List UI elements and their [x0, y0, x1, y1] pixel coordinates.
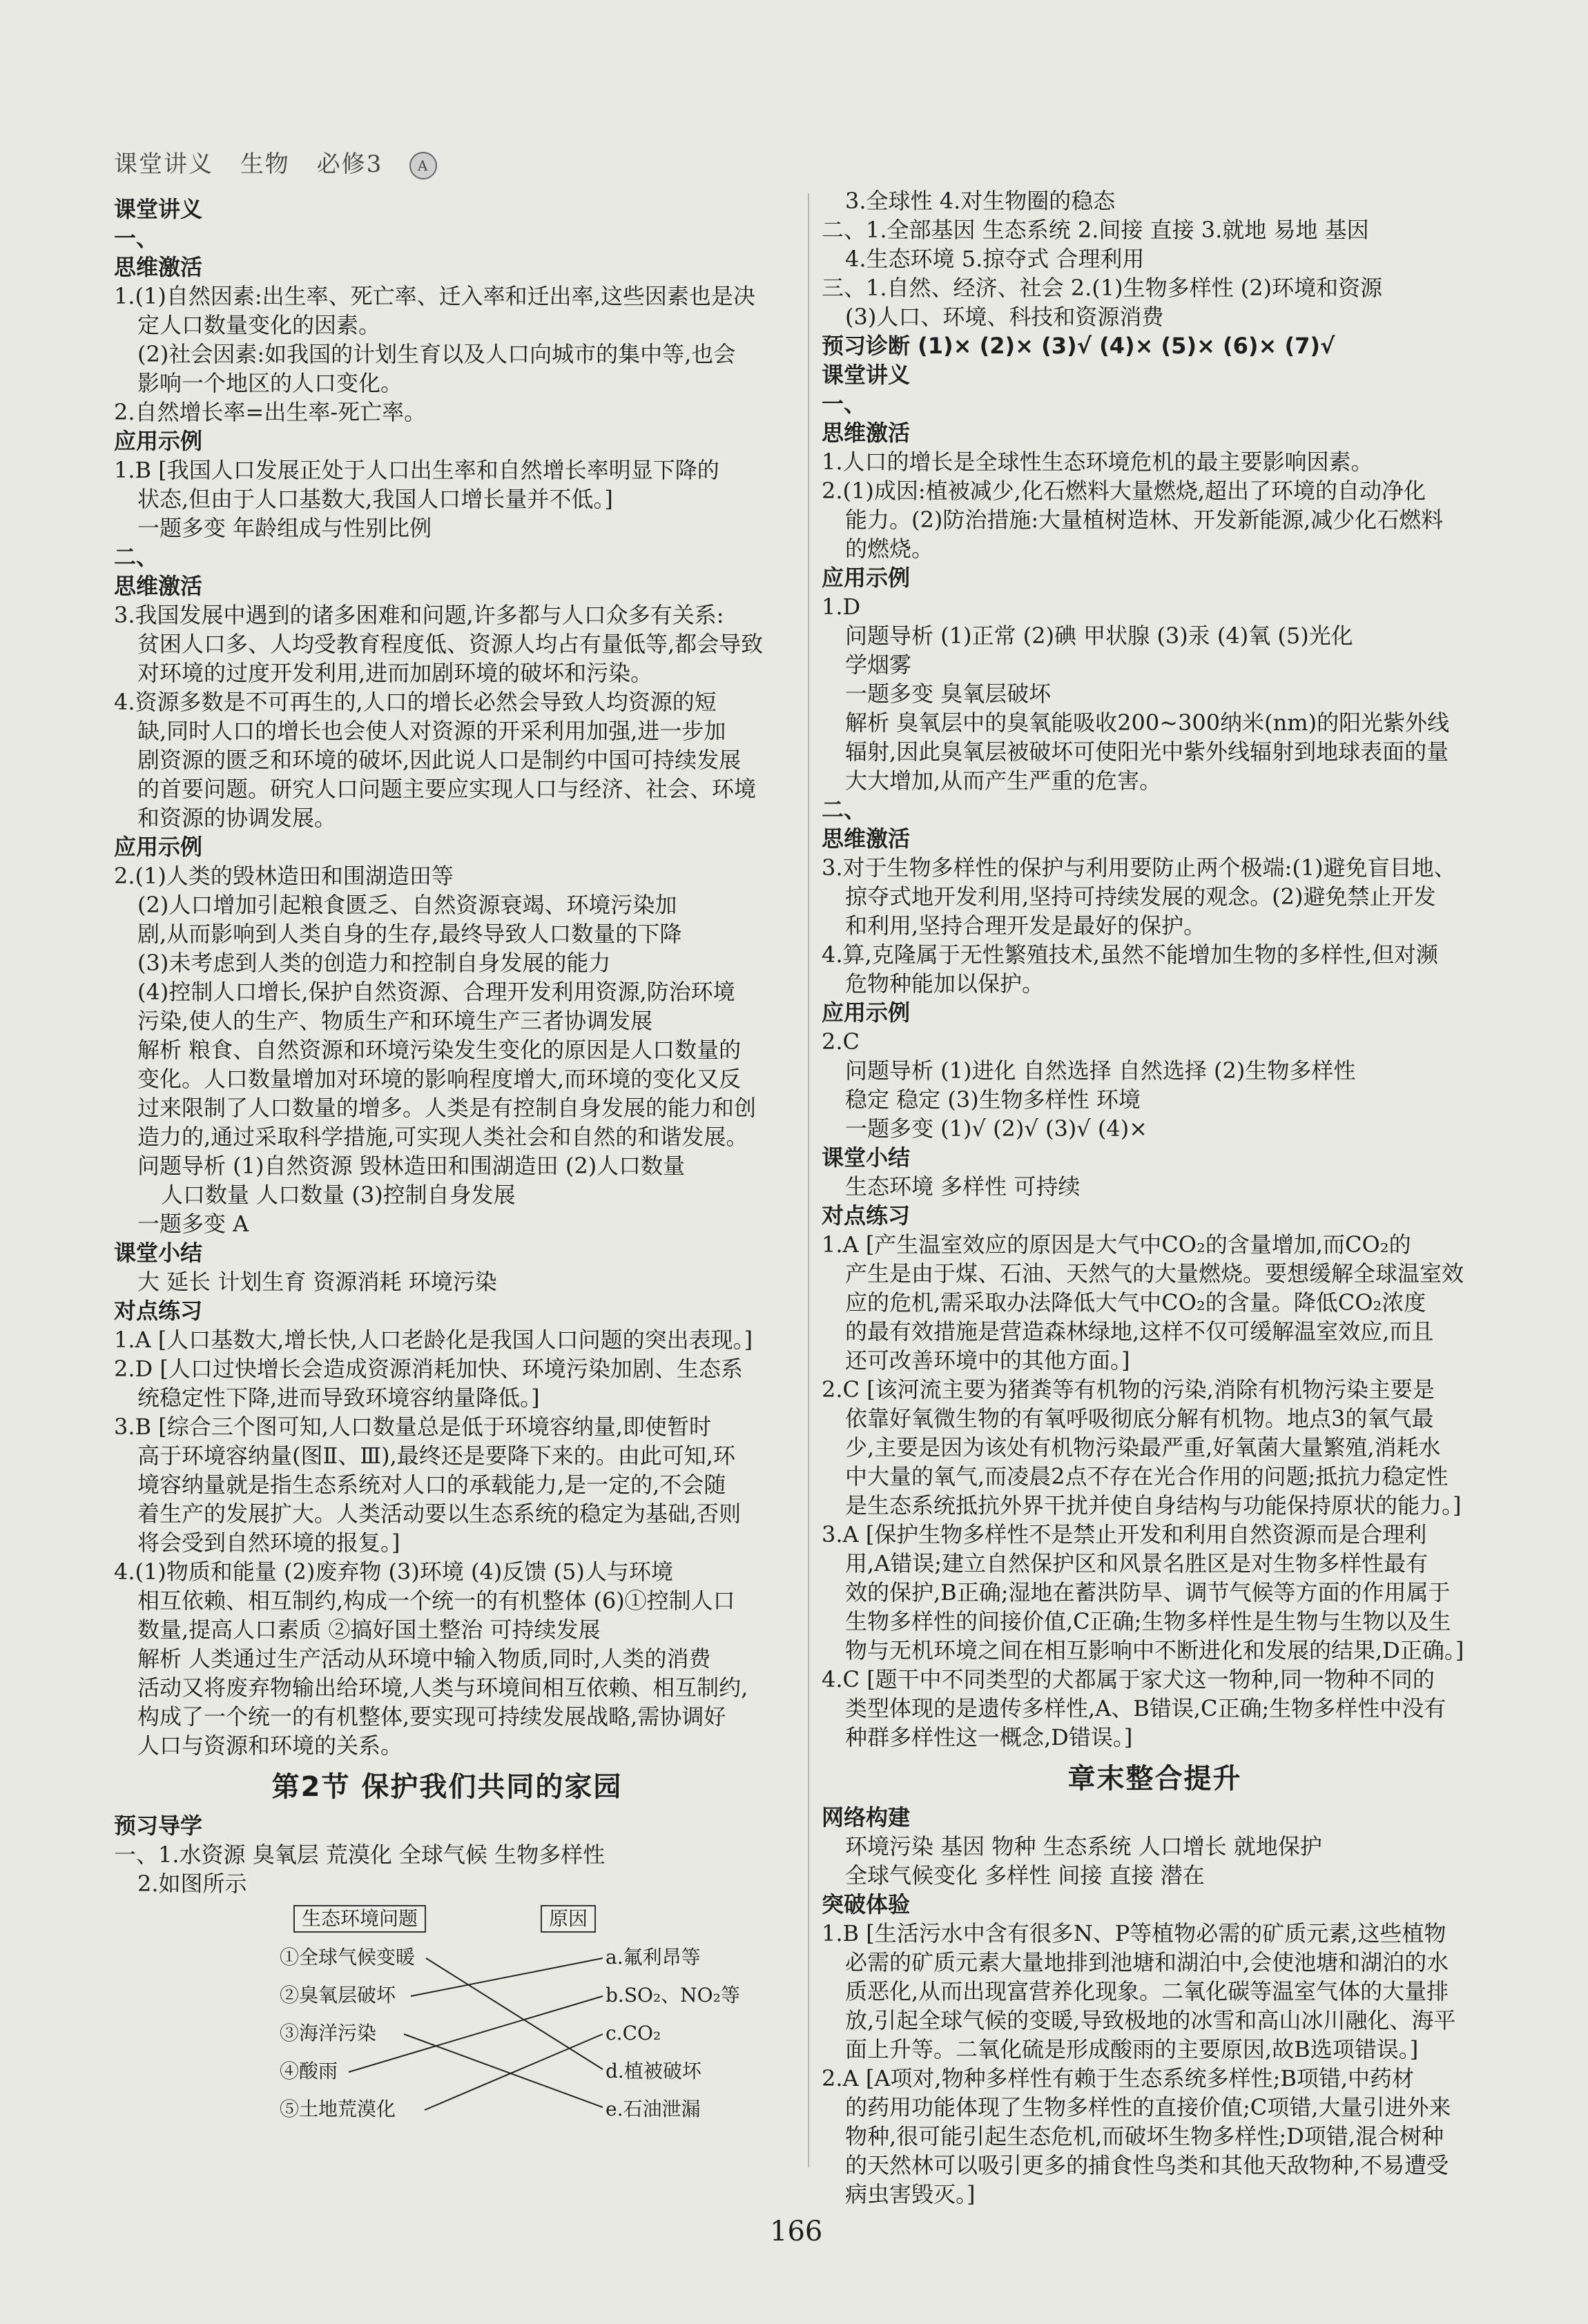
text-line: 的最有效措施是营造森林绿地,这样不仅可缓解温室效应,而且 [845, 1318, 1434, 1345]
text-line: 2.C [该河流主要为猪粪等有机物的污染,消除有机物污染主要是 [822, 1376, 1435, 1403]
text-line: 剧资源的匮乏和环境的破坏,因此说人口是制约中国可持续发展 [137, 747, 742, 773]
problems-header: 生态环境问题 [293, 1905, 426, 1933]
section-heading: 思维激活 [822, 420, 911, 446]
text-line: 问题导析 (1)正常 (2)碘 甲状腺 (3)汞 (4)氧 (5)光化 [845, 623, 1353, 649]
right-answers [822, 186, 1488, 1752]
text-line: 效的保护,B正确;湿地在蓄洪防旱、调节气候等方面的作用属于 [845, 1579, 1451, 1605]
text-line: 病虫害毁灭。] [845, 2181, 976, 2207]
text-line: 类型体现的是遗传多样性,A、B错误,C正确;生物多样性中没有 [845, 1695, 1446, 1721]
text-line: 必需的矿质元素大量地排到池塘和湖泊中,会使池塘和湖泊的水 [845, 1949, 1449, 1975]
text-line: 4.(1)物质和能量 (2)废弃物 (3)环境 (4)反馈 (5)人与环境 [114, 1559, 673, 1585]
section-heading: 一、 [114, 225, 159, 251]
text-line: (4)控制人口增长,保护自然资源、合理开发利用资源,防治环境 [137, 979, 735, 1005]
text-line: (2)社会因素:如我国的计划生育以及人口向城市的集中等,也会 [137, 341, 736, 367]
text-line: 物与无机环境之间在相互影响中不断进化和发展的结果,D正确。] [845, 1637, 1464, 1663]
section-heading: 应用示例 [822, 999, 911, 1026]
text-line: 产生是由于煤、石油、天然气的大量燃烧。要想缓解全球温室效 [845, 1260, 1464, 1287]
text-line: 将会受到自然环境的报复。] [137, 1530, 400, 1556]
header-subject: 生物 [240, 150, 290, 178]
section-heading: 课堂小结 [822, 1144, 911, 1171]
cause-c: c.CO₂ [606, 2022, 661, 2044]
section-heading: 应用示例 [822, 565, 911, 591]
text-line: 能力。(2)防治措施:大量植树造林、开发新能源,减少化石燃料 [845, 507, 1444, 533]
section-heading: 思维激活 [114, 573, 203, 599]
text-line: 3.我国发展中遇到的诸多困难和问题,许多都与人口众多有关系: [114, 602, 724, 628]
text-line: 1.(1)自然因素:出生率、死亡率、迁入率和迁出率,这些因素也是决 [114, 283, 755, 309]
edition-badge-icon: A [409, 152, 437, 179]
text-line: 对环境的过度开发利用,进而加剧环境的破坏和污染。 [137, 660, 653, 686]
text-line: 一题多变 臭氧层破坏 [845, 681, 1052, 707]
section-heading: 一、 [822, 391, 866, 417]
section-heading: 思维激活 [114, 254, 203, 280]
text-line: 大大增加,从而产生严重的危害。 [845, 768, 1162, 794]
text-line: 的燃烧。 [845, 536, 934, 562]
text-line: 生态环境 多样性 可持续 [845, 1173, 1081, 1200]
text-line: 解析 粮食、自然资源和环境污染发生变化的原因是人口数量的 [137, 1037, 742, 1063]
text-line: 和利用,坚持合理开发是最好的保护。 [845, 912, 1206, 939]
text-line: 三、1.自然、经济、社会 2.(1)生物多样性 (2)环境和资源 [822, 275, 1383, 301]
text-line: 2.(1)人类的毁林造田和围湖造田等 [114, 863, 454, 889]
running-header [114, 145, 455, 179]
text-line: 4.资源多数是不可再生的,人口的增长必然会导致人均资源的短 [114, 689, 717, 715]
cause-b: b.SO₂、NO₂等 [606, 1984, 740, 2006]
text-line: 环境污染 基因 物种 生态系统 人口增长 就地保护 [845, 1833, 1322, 1859]
section-heading: 二、 [822, 797, 866, 823]
text-line: 放,引起全球气候的变暖,导致极地的冰雪和高山冰川融化、海平 [845, 2007, 1456, 2033]
text-line: 相互依赖、相互制约,构成一个统一的有机整体 (6)①控制人口 [137, 1588, 735, 1614]
text-line: 人口与资源和环境的关系。 [137, 1732, 403, 1759]
text-line: 掠夺式地开发利用,坚持可持续发展的观念。(2)避免禁止开发 [845, 883, 1436, 910]
text-line: 2.如图所示 [137, 1871, 247, 1897]
text-line: 3.全球性 4.对生物圈的稳态 [845, 188, 1116, 214]
section-heading: 对点练习 [114, 1298, 203, 1324]
text-line: 解析 人类通过生产活动从环境中输入物质,同时,人类的消费 [137, 1646, 711, 1672]
right-column [822, 186, 1488, 2209]
text-line: 1.人口的增长是全球性生态环境危机的最主要影响因素。 [822, 449, 1373, 475]
text-line: 过来限制了人口数量的增多。人类是有控制自身发展的能力和创 [137, 1095, 757, 1121]
chapter-summary-title: 章末整合提升 [1067, 1763, 1242, 1795]
text-line: 变化。人口数量增加对环境的影响程度增大,而环境的变化又反 [137, 1066, 742, 1092]
text-line: 问题导析 (1)自然资源 毁林造田和围湖造田 (2)人口数量 [137, 1153, 686, 1179]
section-heading: 对点练习 [822, 1202, 911, 1229]
text-line: 高于环境容纳量(图Ⅱ、Ⅲ),最终还是要降下来的。由此可知,环 [137, 1443, 735, 1469]
preview-guide [114, 1811, 780, 1898]
text-line: 贫困人口多、人均受教育程度低、资源人均占有量低等,都会导致 [137, 631, 764, 657]
text-line: 2.(1)成因:植被减少,化石燃料大量燃烧,超出了环境的自动净化 [822, 478, 1426, 504]
text-line: 用,A错误;建立自然保护区和风景名胜区是对生物多样性最有 [845, 1550, 1429, 1576]
text-line: 影响一个地区的人口变化。 [137, 370, 403, 396]
text-line: 3.对于生物多样性的保护与利用要防止两个极端:(1)避免盲目地、 [822, 855, 1456, 881]
text-line: 少,主要是因为该处有机物污染最严重,好氧菌大量繁殖,消耗水 [845, 1434, 1441, 1461]
text-line: 1.B [我国人口发展正处于人口出生率和自然增长率明显下降的 [114, 457, 719, 483]
text-line: 物种,很可能引起生态危机,而破坏生物多样性;D项错,混合树种 [845, 2123, 1444, 2149]
section-heading: 二、 [114, 544, 159, 570]
matching-diagram [114, 1905, 780, 2129]
text-line: 2.A [A项对,物种多样性有赖于生态系统多样性;B项错,中药材 [822, 2065, 1415, 2091]
text-line: 缺,同时人口的增长也会使人对资源的开采利用加强,进一步加 [137, 718, 726, 744]
text-line: 辐射,因此臭氧层被破坏可使阳光中紫外线辐射到地球表面的量 [845, 739, 1449, 765]
section-heading: 思维激活 [822, 826, 911, 852]
section-title: 第2节 保护我们共同的家园 [271, 1771, 623, 1803]
header-volume: 必修3 [316, 150, 383, 178]
text-line: 人口数量 人口数量 (3)控制自身发展 [161, 1182, 516, 1208]
section-heading: 预习诊断 (1)× (2)× (3)√ (4)× (5)× (6)× (7)√ [822, 333, 1335, 359]
text-line: 定人口数量变化的因素。 [137, 312, 381, 338]
text-line: 数量,提高人口素质 ②搞好国土整治 可持续发展 [137, 1617, 601, 1643]
text-line: 境容纳量就是指生态系统对人口的承载能力,是一定的,不会随 [137, 1472, 726, 1498]
text-line: 1.D [822, 594, 861, 620]
text-line: 问题导析 (1)进化 自然选择 自然选择 (2)生物多样性 [845, 1057, 1356, 1084]
section-heading: 预习导学 [114, 1813, 203, 1839]
text-line: 二、1.全部基因 生态系统 2.间接 直接 3.就地 易地 基因 [822, 217, 1369, 243]
text-line: 1.B [生活污水中含有很多N、P等植物必需的矿质元素,这些植物 [822, 1920, 1446, 1946]
text-line: 3.B [综合三个图可知,人口数量总是低于环境容纳量,即使暂时 [114, 1414, 712, 1440]
text-line: 1.A [人口基数大,增长快,人口老龄化是我国人口问题的突出表现。] [114, 1327, 753, 1353]
text-line: 一题多变 (1)√ (2)√ (3)√ (4)× [845, 1115, 1148, 1142]
text-line: 2.D [人口过快增长会造成资源消耗加快、环境污染加剧、生态系 [114, 1356, 743, 1382]
section-heading: 网络构建 [822, 1804, 911, 1830]
text-line: 全球气候变化 多样性 间接 直接 潜在 [845, 1862, 1205, 1888]
text-line: 4.算,克隆属于无性繁殖技术,虽然不能增加生物的多样性,但对濒 [822, 941, 1439, 968]
text-line: 1.A [产生温室效应的原因是大气中CO₂的含量增加,而CO₂的 [822, 1231, 1411, 1258]
page-number: 166 [770, 2216, 823, 2247]
text-line: 大 延长 计划生育 资源消耗 环境污染 [137, 1269, 497, 1295]
text-line: 中大量的氧气,而凌晨2点不存在光合作用的问题;抵抗力稳定性 [845, 1463, 1449, 1490]
left-answers [114, 195, 780, 1760]
text-line: 生物多样性的间接价值,C正确;生物多样性是生物与生物以及生 [845, 1608, 1451, 1634]
chapter-summary [822, 1803, 1488, 2209]
text-line: 是生态系统抵抗外界干扰并使自身结构与功能保持原状的能力。] [845, 1492, 1462, 1519]
section-heading: 突破体验 [822, 1891, 911, 1917]
cause-a: a.氟利昂等 [606, 1946, 701, 1969]
problem-5: ⑤土地荒漠化 [280, 2098, 396, 2120]
text-line: (3)人口、环境、科技和资源消费 [845, 304, 1164, 330]
text-line: 的药用功能体现了生物多样性的直接价值;C项错,大量引进外来 [845, 2094, 1451, 2120]
text-line: 应的危机,需采取办法降低大气中CO₂的含量。降低CO₂浓度 [845, 1289, 1426, 1316]
text-line: 和资源的协调发展。 [137, 805, 337, 831]
text-line: 2.C [822, 1028, 860, 1055]
header-book: 课堂讲义 [114, 150, 213, 178]
text-line: 还可改善环境中的其他方面。] [845, 1347, 1130, 1374]
text-line: 一题多变 A [137, 1211, 249, 1237]
text-line: 一、1.水资源 臭氧层 荒漠化 全球气候 生物多样性 [114, 1842, 606, 1868]
text-line: 危物种能加以保护。 [845, 970, 1045, 997]
section-heading: 应用示例 [114, 834, 203, 860]
problem-2: ②臭氧层破坏 [280, 1984, 396, 2006]
text-line: 的天然林可以吸引更多的捕食性鸟类和其他天敌物种,不易遭受 [845, 2152, 1449, 2178]
problem-4: ④酸雨 [280, 2060, 338, 2082]
text-line: 学烟雾 [845, 652, 912, 678]
text-line: 4.生态环境 5.掠夺式 合理利用 [845, 246, 1145, 272]
text-line: 剧,从而影响到人类自身的生存,最终导致人口数量的下降 [137, 921, 682, 947]
cause-e: e.石油泄漏 [606, 2098, 701, 2120]
text-line: 2.自然增长率=出生率-死亡率。 [114, 399, 427, 425]
section-heading: 应用示例 [114, 428, 203, 454]
text-line: 解析 臭氧层中的臭氧能吸收200~300纳米(nm)的阳光紫外线 [845, 710, 1450, 736]
section-heading: 课堂讲义 [114, 196, 203, 222]
text-line: 面上升等。二氧化硫是形成酸雨的主要原因,故B选项错误。] [845, 2036, 1419, 2062]
text-line: 状态,但由于人口基数大,我国人口增长量并不低。] [137, 486, 613, 512]
text-line: 一题多变 年龄组成与性别比例 [137, 515, 432, 541]
text-line: 构成了一个统一的有机整体,要实现可持续发展战略,需协调好 [137, 1703, 726, 1730]
section-heading: 课堂小结 [114, 1240, 203, 1266]
text-line: 依靠好氧微生物的有氧呼吸彻底分解有机物。地点3的氧气最 [845, 1405, 1434, 1432]
causes-header: 原因 [541, 1905, 596, 1933]
text-line: 统稳定性下降,进而导致环境容纳量降低。] [137, 1385, 540, 1411]
left-column [114, 195, 780, 2129]
text-line: (3)未考虑到人类的创造力和控制自身发展的能力 [137, 950, 611, 976]
problem-1: ①全球气候变暖 [280, 1946, 416, 1969]
column-divider [808, 193, 809, 2167]
text-line: 4.C [题干中不同类型的犬都属于家犬这一物种,同一物种不同的 [822, 1666, 1435, 1692]
text-line: (2)人口增加引起粮食匮乏、自然资源衰竭、环境污染加 [137, 892, 677, 918]
text-line: 造力的,通过采取科学措施,可实现人类社会和自然的和谐发展。 [137, 1124, 748, 1150]
problem-3: ③海洋污染 [280, 2022, 377, 2044]
section-heading: 课堂讲义 [822, 362, 911, 388]
text-line: 污染,使人的生产、物质生产和环境生产三者协调发展 [137, 1008, 653, 1034]
text-line: 3.A [保护生物多样性不是禁止开发和利用自然资源而是合理利 [822, 1521, 1427, 1547]
text-line: 的首要问题。研究人口问题主要应实现人口与经济、社会、环境 [137, 776, 757, 802]
cause-d: d.植被破坏 [606, 2060, 701, 2082]
text-line: 种群多样性这一概念,D错误。] [845, 1724, 1133, 1750]
text-line: 活动又将废弃物输出给环境,人类与环境间相互依赖、相互制约, [137, 1674, 748, 1701]
text-line: 着生产的发展扩大。人类活动要以生态系统的稳定为基础,否则 [137, 1501, 742, 1527]
text-line: 质恶化,从而出现富营养化现象。二氧化碳等温室气体的大量排 [845, 1978, 1449, 2004]
text-line: 稳定 稳定 (3)生物多样性 环境 [845, 1086, 1141, 1113]
